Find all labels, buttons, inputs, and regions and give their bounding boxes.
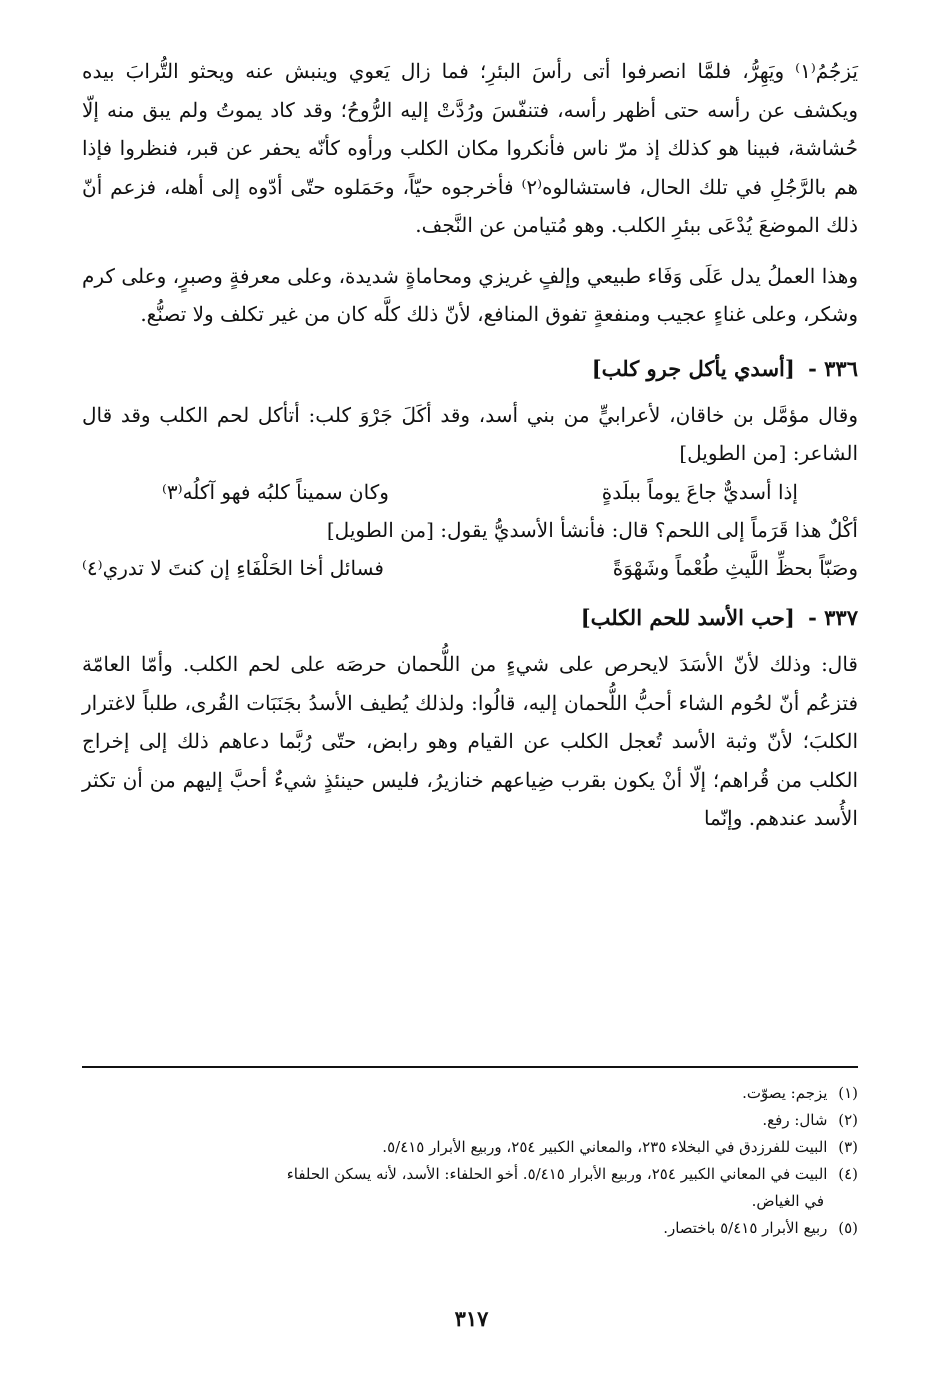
footnote-divider <box>82 1066 858 1068</box>
section-336-number: ٣٣٦ - <box>808 355 858 381</box>
verse-2-first-hemistich: وصَبّاً بحظِّ اللَّيثِ طُعْماً وشَهْوَةً <box>612 556 858 580</box>
paragraph-1: يَزجُمُ⁽١⁾ ويَهِرُّ، فلمَّا انصرفوا أتى رأسَ البئرِ؛ فما زال يَعوي وينبش عنه ويحثو التُّرابَ بيده ويكشف عن رأسه حتى أظهر رأسه، فتنفّسَ ورُدَّتْ إليه الرُّوحُ؛ وقد كاد يموتُ ولم يبق منه إلّا حُشاشة، فبينا هو كذلك إذ مرّ ناس فأنكروا مكان الكلب ورأوه كأنّه يحفر عن قبر، فنظروا فإذا هم بالرَّجُلِ في تلك الحال، فاستشالوه⁽٢⁾ فأخرجوه حيّاً، وحَمَلوه حتّى أدّوه إلى أهله، فزعم أنّ ذلك الموضعَ يُدْعَى ببئرِ الكلب. وهو مُتيامن عن النَّجف. <box>82 59 858 237</box>
page-number: ٣١٧ <box>454 1306 489 1331</box>
section-336-heading <box>82 350 858 388</box>
footnote-text: شال: رفع. <box>762 1111 828 1129</box>
section-337-title: [حب الأسد للحم الكلب] <box>580 605 795 630</box>
footnotes <box>82 1080 858 1242</box>
footnote-number: (٤) <box>838 1165 858 1183</box>
footnote-number: (١) <box>838 1084 858 1102</box>
section-336-intro: وقال مؤمَّل بن خاقان، لأعرابيٍّ من بني أسد، وقد أكَلَ جَرْوَ كلب: أتأكل لحم الكلب وقد قال الشاعر: [من الطويل] <box>82 402 858 465</box>
page-body <box>82 52 858 838</box>
section-337-number: ٣٣٧ - <box>808 605 858 630</box>
footnote-4-continuation: في الغياض. <box>751 1192 824 1210</box>
footnote-1 <box>82 1080 858 1107</box>
section-336-title: [أسدي يأكل جرو كلب] <box>591 355 795 381</box>
section-337-heading <box>82 599 858 637</box>
verse-1-first-hemistich: إذا أسديٌّ جاعَ يوماً ببلَدةٍ <box>601 479 798 504</box>
verse-1-second-hemistich: وكان سميناً كلبُه فهو آكلُه⁽٣⁾ <box>162 479 389 504</box>
footnote-number: (٥) <box>838 1219 858 1237</box>
footnote-number: (٣) <box>838 1138 858 1156</box>
footnote-text: يزجم: يصوّت. <box>742 1084 828 1102</box>
verse-2-second-hemistich: فسائل أخا الحَلْفَاءِ إن كنتَ لا تدري⁽٤⁾ <box>82 556 384 580</box>
footnote-3 <box>82 1134 858 1161</box>
footnote-4 <box>82 1161 858 1188</box>
footnote-5 <box>82 1215 858 1242</box>
footnote-text: البيت للفرزدق في البخلاء ٢٣٥، والمعاني الكبير ٢٥٤، وربيع الأبرار ٥/٤١٥. <box>382 1138 828 1156</box>
footnote-2 <box>82 1107 858 1134</box>
section-337-body: قال: وذلك لأنّ الأسَدَ لايحرص على شيءٍ من اللُّحمان حرصَه على لحم الكلب. وأمّا العامّة فتزعُم أنّ لحُوم الشاء أحبُّ اللُّحمان إليه، قالُوا: ولذلك يُطيف الأسدُ بجَنَبَات القُرى، طلباً لاغترار الكلبَ؛ لأنّ وثبة الأسد تُعجل الكلب عن القيام وهو رابض، حتّى رُبَّما دعاهم ذلك إلى إخراج الكلب من قُراهم؛ إلّا أنْ يكون بقرب ضِياعهم خنازيرُ، فليس حينئذٍ شيءٌ أحبَّ إليهم من أن تكثر الأُسد عندهم. وإنّما <box>82 652 858 830</box>
footnote-text: ربيع الأبرار ٥/٤١٥ باختصار. <box>663 1219 828 1237</box>
paragraph-2: وهذا العملُ يدل عَلَى وَفَاء طبيعي وإلفٍ غريزي ومحاماةٍ شديدة، وعلى معرفةٍ وصبرٍ، وعلى كرم وشكر، وعلى غناءٍ عجيب ومنفعةٍ تفوق المنافع، لأنّ ذلك كلَّه كان من غير تكلف ولا تصنُّع. <box>82 263 858 326</box>
footnote-number: (٢) <box>838 1111 858 1129</box>
footnote-text: البيت في المعاني الكبير ٢٥٤، وربيع الأبرار ٥/٤١٥. أخو الحلفاء: الأسد، لأنه يسكن الحلفاء <box>286 1165 828 1183</box>
verse-1 <box>82 473 858 511</box>
verse-2 <box>82 549 858 587</box>
section-336-mid: أكْلٌ هذا قَرَماً إلى اللحم؟ قال: فأنشأ الأسديُّ يقول: [من الطويل] <box>326 517 858 542</box>
